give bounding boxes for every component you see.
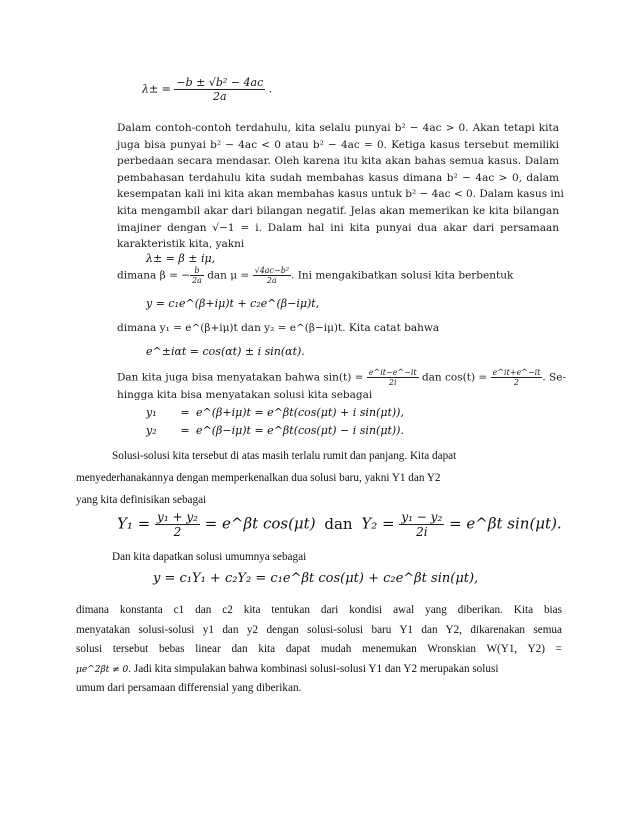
equation-lhs: λ± =: [142, 82, 171, 96]
text-line: kesempatan kali ini kita akan membahas kasus untuk b² − 4ac < 0. Dalam kasus ini: [117, 188, 564, 201]
text-fragment: . Se-: [542, 371, 566, 384]
text-line: dimana konstanta c1 dan c2 kita tentukan dari kondisi awal yang diberikan. Kita bias: [76, 604, 562, 616]
text-line: karakteristik kita, yakni: [117, 238, 245, 251]
text-y1-y2-definition: dimana y₁ = e^(β+iμ)t dan y₂ = e^(β−iμ)t. Kita catat bahwa: [117, 322, 440, 334]
cos-fraction: [491, 368, 543, 387]
fraction-numerator: e^it+e^−it: [492, 368, 541, 377]
Y1-fraction: [155, 510, 200, 539]
paragraph-cases: [117, 120, 564, 253]
fraction-numerator: √4ac−b²: [254, 266, 290, 275]
fraction-denominator: 2: [173, 525, 182, 539]
fraction-denominator: 2i: [416, 525, 428, 539]
fraction-denominator: 2i: [388, 378, 397, 387]
equation-lhs: Y₂ =: [361, 514, 395, 533]
beta-fraction: [190, 266, 204, 285]
sin-fraction: [367, 368, 419, 387]
text-line: solusi tersebut bebas linear dan kita dapat mudah menemukan Wronskian W(Y1, Y2) =: [76, 643, 562, 655]
equation-rhs: e^(β−iμ)t = e^βt(cos(μt) − i sin(μt)).: [196, 424, 404, 437]
fraction-numerator: b: [190, 266, 204, 276]
equation-fraction: [174, 76, 265, 103]
text-fragment: . Ini mengakibatkan solusi kita berbentuk: [291, 269, 514, 282]
text-fragment: dan cos(t) =: [421, 371, 488, 384]
text-line: juga bisa punyai b² − 4ac < 0 atau b² − 4ac = 0. Ketiga kasus tersebut memiliki: [117, 138, 559, 151]
text-line: umum dari persamaan differensial yang diberikan.: [76, 682, 302, 694]
text-para2-line1: Solusi-solusi kita tersebut di atas masih terlalu rumit dan panjang. Kita dapat: [112, 450, 457, 462]
wronskian-value: μe^2βt ≠ 0: [76, 664, 129, 675]
text-fragment: Dan kita juga bisa menyatakan bahwa sin(t) =: [117, 371, 364, 384]
text-line: perbedaan secara mendasar. Oleh karena itu kita akan bahas semua kasus. Dalam: [117, 155, 559, 168]
text-line: pembahasan terdahulu kita sudah membahas kasus dimana b² − 4ac > 0, dalam: [117, 171, 559, 184]
equation-general-solution: y = c₁Y₁ + c₂Y₂ = c₁e^βt cos(μt) + c₂e^βt sin(μt),: [153, 571, 479, 586]
text-fragment: dan μ =: [207, 269, 250, 282]
equation-lhs: y₂: [146, 424, 157, 437]
equation-y1-expanded: [146, 406, 404, 419]
mu-fraction: [253, 266, 291, 285]
fraction-denominator: 2a: [192, 276, 202, 285]
equation-equals: =: [180, 406, 190, 419]
equation-rhs: = e^βt sin(μt).: [449, 514, 562, 533]
text-fragment: dimana β = −: [117, 269, 190, 282]
equation-lambda-complex: λ± = β ± iμ,: [146, 252, 216, 265]
fraction-denominator: 2a: [266, 276, 277, 285]
equation-y2-expanded: [146, 424, 404, 437]
paragraph-conclusion: [76, 601, 562, 699]
equation-conjunction: dan: [324, 514, 353, 533]
text-sin-cos-definition: [117, 368, 566, 387]
equation-rhs: = e^βt cos(μt): [204, 514, 316, 533]
text-line: menyatakan solusi-solusi y1 dan y2 dengan solusi-solusi baru Y1 dan Y2, dikarenakan semua: [76, 623, 562, 636]
text-fragment: . Jadi kita simpulakan bahwa kombinasi solusi-solusi Y1 dan Y2 merupakan solusi: [128, 662, 499, 675]
text-line: Dalam contoh-contoh terdahulu, kita selalu punyai b² − 4ac > 0. Akan tetapi kita: [117, 122, 559, 134]
text-beta-mu-definition: [117, 266, 513, 285]
fraction-denominator: 2a: [213, 90, 227, 103]
equation-lhs: Y₁ =: [117, 514, 151, 533]
fraction-numerator: y₁ − y₂: [401, 510, 443, 524]
fraction-numerator: −b ± √b² − 4ac: [176, 76, 264, 89]
Y2-fraction: [399, 510, 444, 539]
text-line: kita mengambil akar dari bilangan negatif. Jelas akan memerikan ke kita bilangan: [117, 204, 559, 217]
fraction-numerator: e^it−e^−it: [368, 368, 417, 377]
text-para3: Dan kita dapatkan solusi umumnya sebagai: [112, 551, 307, 563]
equation-lhs: y₁: [146, 406, 157, 419]
text-line: imajiner dengan √−1 = i. Dalam hal ini kita punyai dua akar dari persamaan: [117, 221, 559, 234]
text-para2-line3: yang kita definisikan sebagai: [76, 494, 207, 506]
fraction-denominator: 2: [513, 378, 519, 387]
text-sehingga: hingga kita bisa menyatakan solusi kita sebagai: [117, 389, 373, 401]
text-para2-line2: menyederhanakannya dengan memperkenalkan dua solusi baru, yakni Y1 dan Y2: [76, 472, 441, 484]
equation-lambda-quadratic: [142, 76, 272, 103]
equation-tail: .: [268, 82, 273, 96]
equation-general-complex: y = c₁e^(β+iμ)t + c₂e^(β−iμ)t,: [146, 297, 320, 310]
equation-euler: e^±iαt = cos(αt) ± i sin(αt).: [146, 345, 305, 358]
equation-Y-definitions: [117, 510, 562, 539]
equation-rhs: e^(β+iμ)t = e^βt(cos(μt) + i sin(μt)),: [196, 406, 404, 419]
equation-equals: =: [180, 424, 190, 437]
fraction-numerator: y₁ + y₂: [157, 510, 198, 524]
text-line: [76, 660, 562, 680]
